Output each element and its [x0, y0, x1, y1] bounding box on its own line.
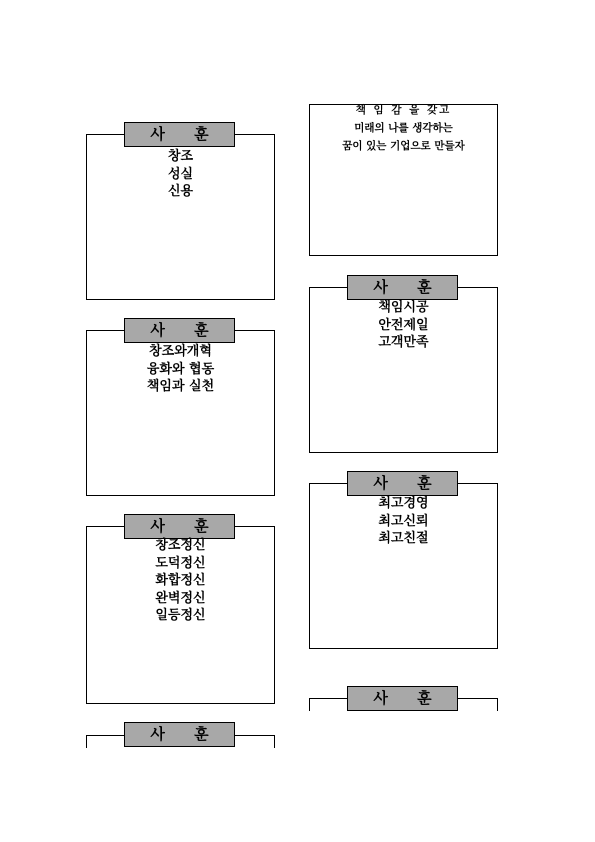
motto-line: 도덕정신: [155, 555, 206, 571]
motto-line: 성실: [167, 166, 194, 182]
motto-line: 책임과 실천: [146, 379, 215, 394]
motto-card-3-tag: 사 훈: [124, 514, 235, 539]
motto-line: 일등정신: [155, 608, 206, 623]
motto-card-7-tag: 사 훈: [347, 471, 458, 496]
motto-card-2-lines: [86, 343, 275, 396]
motto-card-1-tag: 사 훈: [124, 122, 235, 147]
motto-card-7-lines: [309, 495, 498, 548]
motto-line: 신용: [167, 184, 194, 199]
motto-card-6-tag: 사 훈: [347, 275, 458, 300]
motto-card-1-lines: [86, 148, 275, 201]
motto-line: 최고친절: [378, 531, 429, 546]
motto-card-2-tag: 사 훈: [124, 318, 235, 343]
motto-line: 책 임 감 을 갖고: [355, 104, 452, 116]
motto-card-3-lines: [86, 537, 275, 625]
motto-line: 고객만족: [378, 335, 429, 350]
motto-line: 융화와 협동: [146, 361, 215, 377]
motto-line: 창조: [167, 149, 194, 164]
motto-card-8-tag: 사 훈: [347, 686, 458, 711]
motto-line: 완벽정신: [155, 590, 206, 606]
motto-line: 창조와개혁: [149, 344, 212, 359]
motto-line: 최고경영: [378, 496, 429, 511]
motto-line: 안전제일: [378, 317, 429, 333]
motto-line: 최고신뢰: [378, 513, 429, 529]
motto-line: 창조정신: [155, 538, 206, 553]
motto-card-4-tag: 사 훈: [124, 722, 235, 747]
motto-line: 책임시공: [378, 300, 429, 315]
motto-card-6-lines: [309, 299, 498, 352]
motto-line: 미래의 나를 생각하는: [354, 122, 453, 134]
motto-line: 꿈이 있는 기업으로 만들자: [342, 140, 465, 152]
motto-card-5-lines: [309, 101, 498, 155]
motto-line: 화합정신: [155, 573, 206, 588]
